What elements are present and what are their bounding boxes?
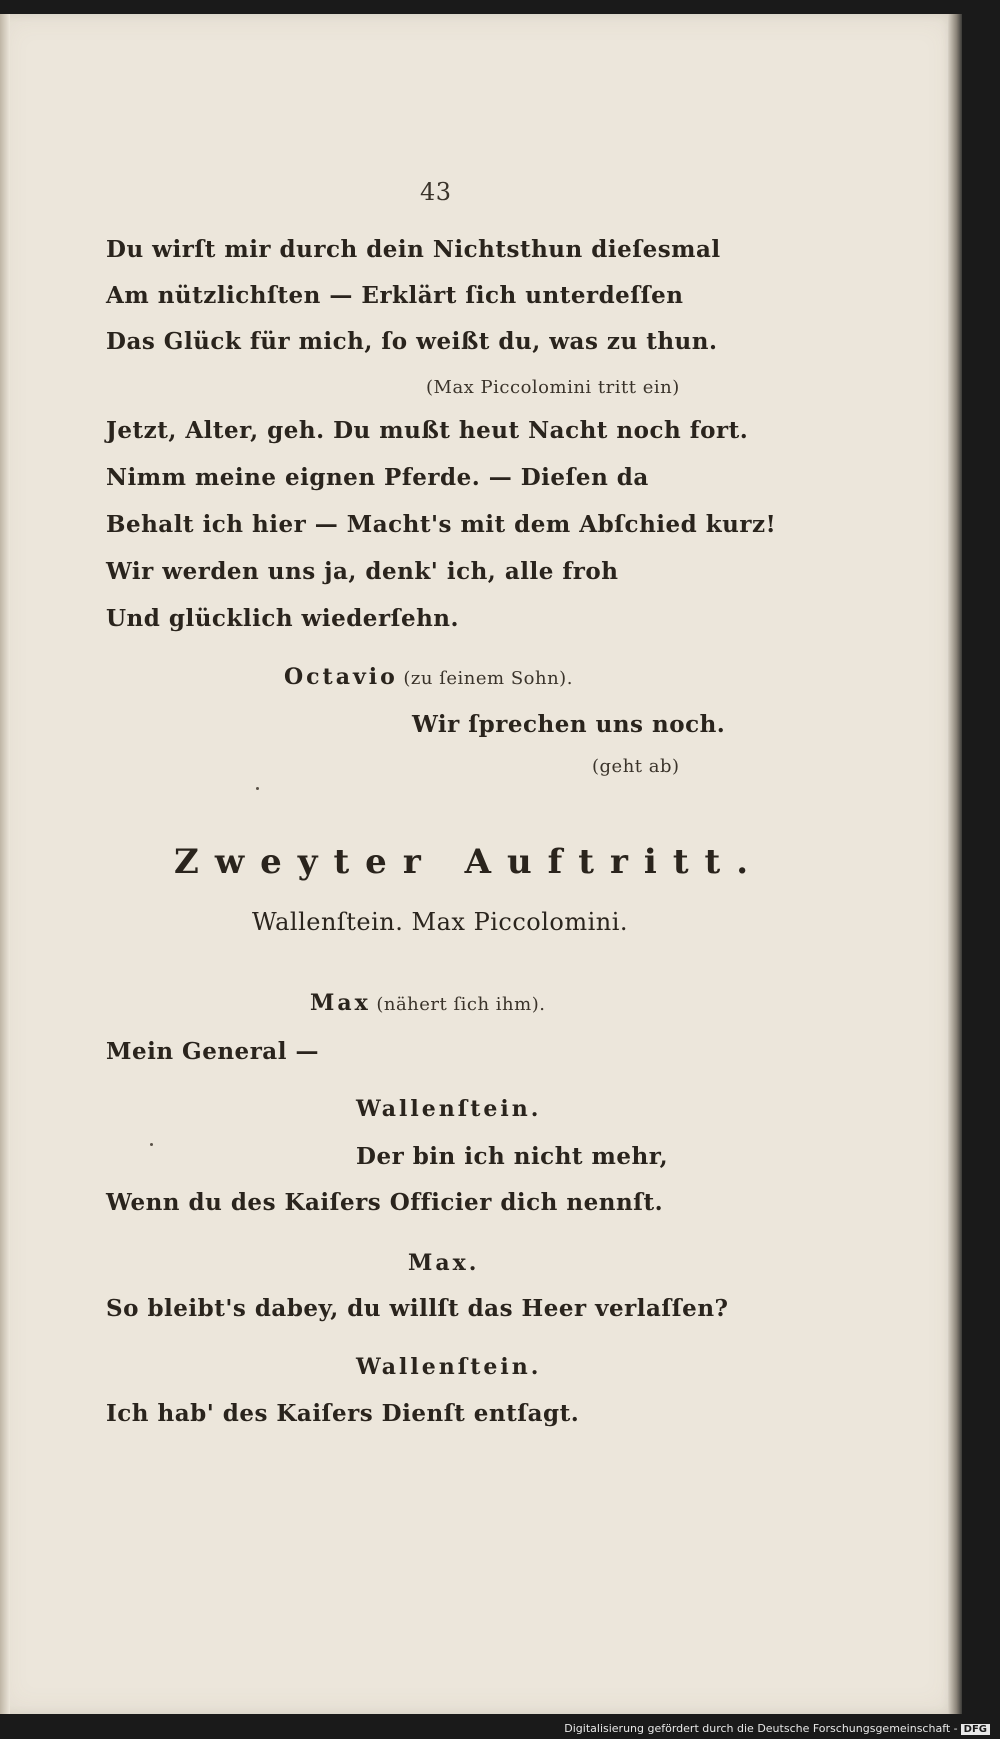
verse-line: Ich hab' des Kaiſers Dienſt entſagt.	[106, 1400, 580, 1427]
stage-direction: (Max Piccolomini tritt ein)	[426, 377, 680, 398]
verse-line: Wenn du des Kaiſers Officier dich nennſt.	[106, 1189, 664, 1216]
speaker-name: Max	[310, 990, 371, 1016]
page-gutter	[0, 14, 10, 1714]
speaker-name: Wallenſtein.	[356, 1354, 542, 1380]
speaker-name: Octavio	[284, 664, 398, 690]
footer-text: Digitalisierung gefördert durch die Deutsche Forschungsgemeinschaft -	[564, 1722, 958, 1735]
dfg-logo: DFG	[961, 1724, 990, 1735]
verse-line: Jetzt, Alter, geh. Du mußt heut Nacht noch fort.	[106, 417, 749, 444]
verse-line: Das Glück für mich, ſo weißt du, was zu thun.	[106, 328, 718, 355]
speaker-name: Max.	[408, 1250, 480, 1276]
verse-line: So bleibt's dabey, du willſt das Heer verlaſſen?	[106, 1295, 729, 1322]
stage-direction: (geht ab)	[592, 756, 680, 777]
verse-line: Und glücklich wiederſehn.	[106, 605, 460, 632]
verse-line: Der bin ich nicht mehr,	[356, 1143, 669, 1170]
verse-line: Nimm meine eignen Pferde. — Dieſen da	[106, 464, 649, 491]
verse-line: Behalt ich hier — Macht's mit dem Abſchied kurz!	[106, 511, 777, 538]
stage-direction: (nähert ſich ihm).	[376, 994, 546, 1015]
verse-line: Wir ſprechen uns noch.	[412, 711, 726, 738]
octavio-speech-heading	[284, 664, 573, 690]
dramatis-personae: Wallenſtein. Max Piccolomini.	[252, 908, 629, 936]
stage-direction: (zu ſeinem Sohn).	[403, 668, 573, 689]
ink-speck	[150, 1143, 153, 1146]
scene-heading: Zweyter Auftritt.	[174, 842, 765, 882]
verse-line: Du wirſt mir durch dein Nichtsthun dieſesmal	[106, 236, 721, 263]
ink-speck	[256, 787, 259, 790]
max-speech-heading	[310, 990, 545, 1016]
digitization-footer	[564, 1722, 990, 1735]
verse-line: Wir werden uns ja, denk' ich, alle froh	[106, 558, 619, 585]
page-number: 43	[420, 178, 452, 206]
verse-line: Am nützlichſten — Erklärt ſich unterdeſſen	[106, 282, 684, 309]
speaker-name: Wallenſtein.	[356, 1096, 542, 1122]
book-spine	[948, 14, 962, 1714]
verse-line: Mein General —	[106, 1038, 319, 1065]
